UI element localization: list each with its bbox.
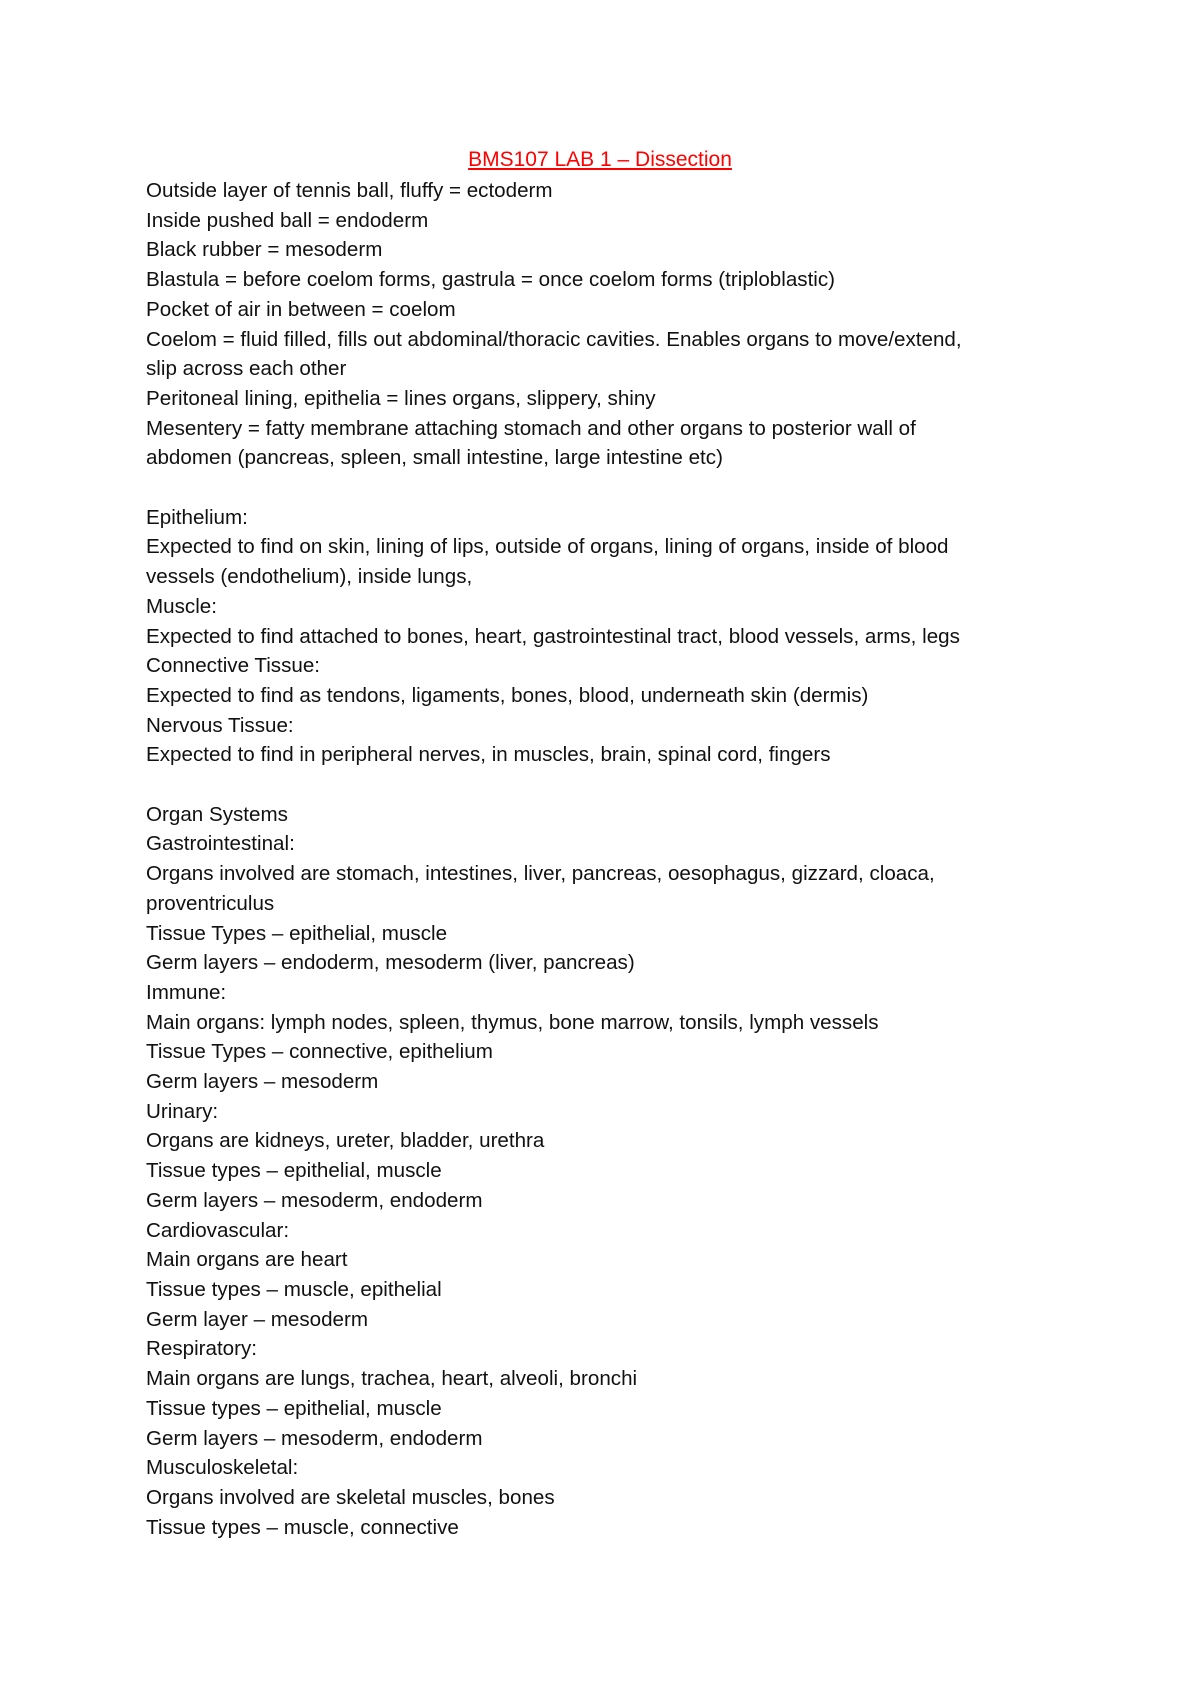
- text-line: Black rubber = mesoderm: [146, 238, 383, 262]
- text-line: Organs involved are skeletal muscles, bones: [146, 1485, 555, 1509]
- text-line: Coelom = fluid filled, fills out abdominal/thoracic cavities. Enables organs to move/extend,: [146, 327, 962, 351]
- text-line: Epithelium:: [146, 505, 248, 529]
- text-line: Gastrointestinal:: [146, 832, 295, 856]
- text-line: Germ layer – mesoderm: [146, 1307, 369, 1331]
- text-line: Muscle:: [146, 594, 217, 618]
- text-line: Outside layer of tennis ball, fluffy = ectoderm: [146, 179, 553, 202]
- section-1: [146, 503, 1046, 770]
- text-line: Inside pushed ball = endoderm: [146, 208, 429, 232]
- text-line: Main organs are lungs, trachea, heart, alveoli, bronchi: [146, 1367, 638, 1391]
- text-line: Expected to find as tendons, ligaments, bones, blood, underneath skin (dermis): [146, 683, 869, 707]
- text-line: Musculoskeletal:: [146, 1456, 299, 1480]
- text-line: Germ layers – mesoderm: [146, 1070, 379, 1094]
- text-line: Organs are kidneys, ureter, bladder, urethra: [146, 1129, 545, 1153]
- blank-line: [146, 473, 1046, 503]
- text-line: Peritoneal lining, epithelia = lines organs, slippery, shiny: [146, 386, 656, 410]
- text-line: Main organs: lymph nodes, spleen, thymus, bone marrow, tonsils, lymph vessels: [146, 1010, 879, 1034]
- text-line: Expected to find on skin, lining of lips, outside of organs, lining of organs, inside of blood: [146, 535, 949, 559]
- text-line: Main organs are heart: [146, 1248, 348, 1272]
- text-line: Tissue types – epithelial, muscle: [146, 1159, 442, 1183]
- text-line: Nervous Tissue:: [146, 713, 294, 737]
- text-line: Tissue types – muscle, connective: [146, 1515, 459, 1539]
- text-line: Organ Systems: [146, 802, 288, 826]
- section-0: [146, 176, 1046, 473]
- blank-line: [146, 770, 1046, 800]
- text-line: proventriculus: [146, 891, 275, 915]
- text-line: slip across each other: [146, 357, 347, 381]
- text-line: Germ layers – mesoderm, endoderm: [146, 1426, 483, 1450]
- text-line: Tissue Types – epithelial, muscle: [146, 921, 448, 945]
- text-line: Respiratory:: [146, 1337, 258, 1361]
- text-line: Expected to find in peripheral nerves, in muscles, brain, spinal cord, fingers: [146, 743, 831, 767]
- text-line: Urinary:: [146, 1099, 219, 1123]
- text-line: abdomen (pancreas, spleen, small intestine, large intestine etc): [146, 446, 723, 470]
- text-line: Tissue types – muscle, epithelial: [146, 1277, 442, 1301]
- text-line: Germ layers – endoderm, mesoderm (liver, pancreas): [146, 951, 635, 975]
- text-line: Connective Tissue:: [146, 654, 320, 678]
- text-line: Tissue types – epithelial, muscle: [146, 1396, 442, 1420]
- document-title: BMS107 LAB 1 – Dissection: [468, 148, 732, 171]
- text-line: vessels (endothelium), inside lungs,: [146, 565, 473, 589]
- text-line: Germ layers – mesoderm, endoderm: [146, 1188, 483, 1212]
- text-line: Organs involved are stomach, intestines, liver, pancreas, oesophagus, gizzard, cloaca,: [146, 862, 935, 886]
- document-body: [146, 176, 1046, 1542]
- section-2: [146, 800, 1046, 1543]
- text-line: Tissue Types – connective, epithelium: [146, 1040, 493, 1064]
- text-line: Immune:: [146, 980, 227, 1004]
- text-line: Expected to find attached to bones, heart, gastrointestinal tract, blood vessels, arms, legs: [146, 624, 960, 648]
- text-line: Cardiovascular:: [146, 1218, 290, 1242]
- text-line: Mesentery = fatty membrane attaching stomach and other organs to posterior wall of: [146, 416, 916, 440]
- text-line: Blastula = before coelom forms, gastrula = once coelom forms (triploblastic): [146, 268, 836, 292]
- text-line: Pocket of air in between = coelom: [146, 297, 456, 321]
